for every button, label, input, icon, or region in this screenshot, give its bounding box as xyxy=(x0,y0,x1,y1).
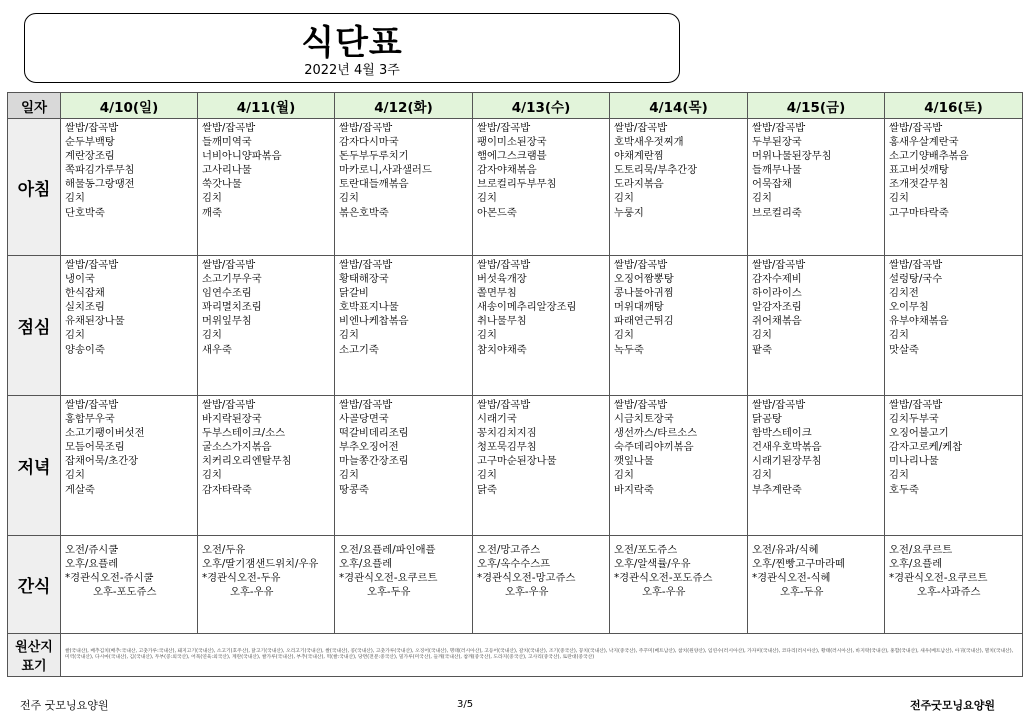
menu-item: 감자다시마국 xyxy=(339,136,399,149)
menu-item: 오후-포도쥬스 xyxy=(93,586,157,599)
menu-item: 오후-사과쥬스 xyxy=(917,586,981,599)
menu-item: 팽이미소된장국 xyxy=(477,136,547,149)
menu-cell xyxy=(198,536,335,634)
menu-item: 떡갈비데리조림 xyxy=(339,427,409,440)
menu-item: 바지락된장국 xyxy=(202,413,262,426)
menu-item: 팥죽 xyxy=(752,343,772,356)
menu-item: 사골당면국 xyxy=(339,413,389,426)
menu-item: 치커리오리엔탈무침 xyxy=(202,455,292,468)
menu-item: 유채된장나물 xyxy=(65,315,125,328)
menu-item: 오후/옥수수스프 xyxy=(477,558,551,571)
menu-item: 버섯육개장 xyxy=(477,273,527,286)
meal-label: 저녁 xyxy=(8,396,61,536)
day-header: 4/14(목) xyxy=(610,93,748,119)
menu-item: 계란장조림 xyxy=(65,150,115,163)
meal-label: 간식 xyxy=(8,536,61,634)
menu-item: 땅콩죽 xyxy=(339,483,369,496)
menu-item: *경관식오전-두유 xyxy=(202,572,281,585)
menu-item: 쌀밥/잡곡밥 xyxy=(65,399,119,411)
menu-item: 어묵잡채 xyxy=(752,178,792,191)
menu-item: 모듬어묵조림 xyxy=(65,441,125,454)
menu-item: 감자고로케/케찹 xyxy=(889,441,963,454)
menu-item: 쌀밥/잡곡밥 xyxy=(889,399,943,411)
menu-item: 김치 xyxy=(614,329,634,342)
menu-cell xyxy=(198,256,335,396)
meal-row-dinner xyxy=(8,396,1023,536)
menu-item: 고구마타락죽 xyxy=(889,206,949,219)
menu-item: 오후-두유 xyxy=(780,586,824,599)
menu-item: 김치 xyxy=(339,329,359,342)
day-header: 4/12(화) xyxy=(335,93,473,119)
menu-item: 한식잡채 xyxy=(65,287,105,300)
menu-cell xyxy=(61,256,198,396)
menu-item: 깻잎나물 xyxy=(614,455,654,468)
day-header: 4/16(토) xyxy=(885,93,1023,119)
menu-item: 오징어짬뽕탕 xyxy=(614,273,674,286)
menu-item: 너비아니양파볶음 xyxy=(202,150,282,163)
day-header: 4/10(일) xyxy=(61,93,198,119)
menu-item: 오후-두유 xyxy=(367,586,411,599)
menu-item: 쌀밥/잡곡밥 xyxy=(339,399,393,411)
menu-item: 소고기팽이버섯전 xyxy=(65,427,145,440)
menu-item: 잡채어묵/초간장 xyxy=(65,455,139,468)
menu-item: 도라지볶음 xyxy=(614,178,664,191)
menu-item: 감자타락죽 xyxy=(202,483,252,496)
menu-item: 김치 xyxy=(65,329,85,342)
menu-item: 부추계란죽 xyxy=(752,483,802,496)
meal-row-snack xyxy=(8,536,1023,634)
origin-label: 원산지 표기 xyxy=(8,634,61,677)
header-row xyxy=(8,93,1023,119)
menu-item: 시래기된장무침 xyxy=(752,455,822,468)
menu-item: 꽈리멸치조림 xyxy=(202,301,262,314)
menu-item: 굴소스가지볶음 xyxy=(202,441,272,454)
menu-item: 오후/요플레 xyxy=(339,558,393,571)
menu-item: 콩나물아귀찜 xyxy=(614,287,674,300)
menu-cell xyxy=(335,536,473,634)
menu-item: 유부야채볶음 xyxy=(889,315,949,328)
menu-item: 녹두죽 xyxy=(614,343,644,356)
menu-item: 햄에그스크램블 xyxy=(477,150,547,163)
menu-item: 머위나물된장무침 xyxy=(752,150,832,163)
menu-item: 꽁치김치지짐 xyxy=(477,427,537,440)
menu-item: 부추오징어전 xyxy=(339,441,399,454)
menu-item: 파래연근튀김 xyxy=(614,315,674,328)
menu-item: 비엔나케찹볶음 xyxy=(339,315,409,328)
menu-item: 고사리나물 xyxy=(202,164,252,177)
meal-label: 아침 xyxy=(8,119,61,256)
menu-item: 오전/요플레/파인애플 xyxy=(339,544,436,556)
menu-item: *경관식오전-식혜 xyxy=(752,572,831,585)
footer-facility-logo-text: 전주굿모닝요양원 xyxy=(910,699,996,712)
menu-table xyxy=(7,92,1023,677)
origin-text: 쌀(국내산), 배추김치(배추:국내산, 고춧가루:국내산), 돼지고기(국내산), 소고기(호주산), 닭고기(국내산), 오리고기(국내산), 쌀(국내산), 콩(국내산), 고춧가루(국내산), 오징어(국내산), 명태(러시아산), 고등어(국내산), 갈치(국내산), 조기(중국산), 꽁치(국내산), 낙지(중국산), 주꾸미(베트남산), 참치(원양산), 임연수(러시아산), 가자미(국내산), 코다리(러시아산), 황태(러시아산), 바지락(국내산), 홍합(국내산), 새우(베트남산), 아귀(국내산), 멸치(국내산), 미역(국내산), 다시마(국내산), 김(국내산), 두부(콩:외국산), 어묵(연육:외국산), 계란(국내산), 쌀가루(국내산), 부추(국내산), 떡(쌀:국내산), 당면(전분:중국산), 밀가루(미국산), 들깨(국내산), 참깨(중국산), 도라지(중국산), 고사리(중국산), 토란대(중국산) xyxy=(61,634,1023,677)
menu-item: 새송이메추리알장조림 xyxy=(477,301,577,314)
menu-item: 김치 xyxy=(202,469,222,482)
menu-item: 오징어불고기 xyxy=(889,427,949,440)
menu-item: 돈두부두루치기 xyxy=(339,150,409,163)
menu-item: 쌀밥/잡곡밥 xyxy=(339,122,393,134)
menu-cell xyxy=(335,396,473,536)
menu-item: 쌀밥/잡곡밥 xyxy=(477,122,531,134)
menu-item: 임연수조림 xyxy=(202,287,252,300)
menu-item: 닭죽 xyxy=(477,483,497,496)
menu-item: 브로컬리두부무침 xyxy=(477,178,557,191)
menu-item: 쌀밥/잡곡밥 xyxy=(614,122,668,134)
menu-item: 두부스테이크/소스 xyxy=(202,427,286,440)
menu-item: 숙주데리야끼볶음 xyxy=(614,441,694,454)
menu-item: 쌀밥/잡곡밥 xyxy=(65,122,119,134)
menu-item: 취나물무침 xyxy=(477,315,527,328)
day-header: 4/11(월) xyxy=(198,93,335,119)
menu-item: 쑥갓나물 xyxy=(202,178,242,191)
menu-cell xyxy=(885,256,1023,396)
menu-item: 단호박죽 xyxy=(65,206,105,219)
menu-cell xyxy=(61,396,198,536)
menu-item: 김치 xyxy=(202,329,222,342)
menu-item: 쌀밥/잡곡밥 xyxy=(477,399,531,411)
menu-item: 들깨무나물 xyxy=(752,164,802,177)
menu-item: 새우죽 xyxy=(202,343,232,356)
menu-cell xyxy=(335,119,473,256)
menu-cell xyxy=(885,119,1023,256)
menu-item: 닭곰탕 xyxy=(752,413,782,426)
menu-item: 쌀밥/잡곡밥 xyxy=(65,259,119,271)
menu-cell xyxy=(335,256,473,396)
menu-item: 순두부백탕 xyxy=(65,136,115,149)
menu-item: 쌀밥/잡곡밥 xyxy=(752,259,806,271)
menu-item: 오전/두유 xyxy=(202,544,246,556)
menu-item: 김치 xyxy=(65,469,85,482)
menu-item: 김치 xyxy=(614,469,634,482)
menu-item: 고구마순된장나물 xyxy=(477,455,557,468)
menu-item: 볶은호박죽 xyxy=(339,206,389,219)
menu-cell xyxy=(198,119,335,256)
menu-item: 청포묵김무침 xyxy=(477,441,537,454)
menu-item: 오전/요쿠르트 xyxy=(889,544,953,556)
menu-item: 알감자조림 xyxy=(752,301,802,314)
menu-cell xyxy=(473,256,610,396)
menu-item: 홍새우살계란국 xyxy=(889,136,959,149)
menu-item: 바지락죽 xyxy=(614,483,654,496)
menu-item: 쌀밥/잡곡밥 xyxy=(339,259,393,271)
menu-item: 김치 xyxy=(752,192,772,205)
menu-item: 김치 xyxy=(65,192,85,205)
menu-cell xyxy=(610,536,748,634)
menu-item: 소고기무우국 xyxy=(202,273,262,286)
menu-item: 김치 xyxy=(889,192,909,205)
menu-item: 생선까스/타르소스 xyxy=(614,427,698,440)
menu-item: *경관식오전-망고쥬스 xyxy=(477,572,576,585)
menu-item: 오전/쥬시쿨 xyxy=(65,544,119,556)
menu-item: 호두죽 xyxy=(889,483,919,496)
menu-cell xyxy=(748,119,885,256)
menu-cell xyxy=(198,396,335,536)
menu-item: 김치 xyxy=(752,329,772,342)
menu-item: 오후/알색률/우유 xyxy=(614,558,691,571)
menu-item: 쌀밥/잡곡밥 xyxy=(202,399,256,411)
menu-item: 깨죽 xyxy=(202,206,222,219)
meal-label: 점심 xyxy=(8,256,61,396)
menu-item: 쪽파김가루무침 xyxy=(65,164,135,177)
page-subtitle: 2022년 4월 3주 xyxy=(304,63,400,78)
menu-item: 브로컬리죽 xyxy=(752,206,802,219)
menu-item: 쫄면무침 xyxy=(477,287,517,300)
menu-item: 냉이국 xyxy=(65,273,95,286)
meal-row-lunch xyxy=(8,256,1023,396)
menu-item: 김치 xyxy=(339,469,359,482)
menu-item: 감자야채볶음 xyxy=(477,164,537,177)
menu-item: 설렁탕/국수 xyxy=(889,273,943,286)
footer-facility-name: 전주 굿모닝요양원 xyxy=(20,699,109,712)
menu-item: 오후-우유 xyxy=(230,586,274,599)
menu-item: 머위대깨탕 xyxy=(614,301,664,314)
menu-item: 김치 xyxy=(477,469,497,482)
day-header: 4/15(금) xyxy=(748,93,885,119)
menu-item: 누룽지 xyxy=(614,206,644,219)
menu-item: 오후/찐빵고구마라떼 xyxy=(752,558,845,571)
menu-item: 오후/요플레 xyxy=(889,558,943,571)
menu-item: 쌀밥/잡곡밥 xyxy=(614,259,668,271)
menu-item: 머위잎무침 xyxy=(202,315,252,328)
origin-row xyxy=(8,634,1023,677)
menu-item: *경관식오전-포도쥬스 xyxy=(614,572,713,585)
menu-item: 호박새우젓찌개 xyxy=(614,136,684,149)
menu-item: 양송이죽 xyxy=(65,343,105,356)
menu-cell xyxy=(748,396,885,536)
menu-item: 김치 xyxy=(889,469,909,482)
menu-cell xyxy=(885,536,1023,634)
menu-cell xyxy=(473,536,610,634)
menu-item: *경관식오전-요쿠르트 xyxy=(339,572,438,585)
menu-item: 오후-우유 xyxy=(505,586,549,599)
menu-item: 오이무침 xyxy=(889,301,929,314)
meal-row-breakfast xyxy=(8,119,1023,256)
menu-item: 김치 xyxy=(339,192,359,205)
menu-cell xyxy=(61,119,198,256)
menu-cell xyxy=(473,119,610,256)
menu-item: 쌀밥/잡곡밥 xyxy=(889,122,943,134)
menu-item: 건새우호박볶음 xyxy=(752,441,822,454)
menu-item: 해물동그랑땡전 xyxy=(65,178,135,191)
menu-item: 아몬드죽 xyxy=(477,206,517,219)
menu-item: 감자수제비 xyxy=(752,273,802,286)
menu-cell xyxy=(473,396,610,536)
menu-item: 김치 xyxy=(477,192,497,205)
menu-item: 시래기국 xyxy=(477,413,517,426)
menu-item: 표고버섯깨탕 xyxy=(889,164,949,177)
menu-item: 김치 xyxy=(614,192,634,205)
menu-item: 두부된장국 xyxy=(752,136,802,149)
menu-cell xyxy=(61,536,198,634)
header-corner: 일자 xyxy=(8,93,61,119)
menu-cell xyxy=(610,256,748,396)
page-number: 3/5 xyxy=(457,699,474,710)
menu-cell xyxy=(610,119,748,256)
menu-item: 오전/유과/식혜 xyxy=(752,544,819,556)
menu-item: 참치야채죽 xyxy=(477,343,527,356)
menu-item: 쌀밥/잡곡밥 xyxy=(752,122,806,134)
menu-item: 김치 xyxy=(889,329,909,342)
menu-item: 맛살죽 xyxy=(889,343,919,356)
menu-item: 실치조림 xyxy=(65,301,105,314)
menu-cell xyxy=(748,256,885,396)
menu-item: 호박표지나물 xyxy=(339,301,399,314)
menu-item: 쌀밥/잡곡밥 xyxy=(752,399,806,411)
menu-item: 오후/딸기잼샌드위치/우유 xyxy=(202,558,319,571)
menu-item: 김치전 xyxy=(889,287,919,300)
menu-item: 조개젓갈무침 xyxy=(889,178,949,191)
menu-item: *경관식오전-요쿠르트 xyxy=(889,572,988,585)
menu-item: 게살죽 xyxy=(65,483,95,496)
menu-cell xyxy=(748,536,885,634)
menu-item: 홍합무우국 xyxy=(65,413,115,426)
menu-cell xyxy=(885,396,1023,536)
menu-item: 김치 xyxy=(477,329,497,342)
menu-item: 소고기양배추볶음 xyxy=(889,150,969,163)
menu-item: 마늘쫑간장조림 xyxy=(339,455,409,468)
menu-item: 황태해장국 xyxy=(339,273,389,286)
menu-item: 쌀밥/잡곡밥 xyxy=(614,399,668,411)
menu-item: 김치 xyxy=(752,469,772,482)
menu-item: 함박스테이크 xyxy=(752,427,812,440)
menu-item: 야채계란찜 xyxy=(614,150,664,163)
menu-item: 쥐어채볶음 xyxy=(752,315,802,328)
page-title: 식단표 xyxy=(301,23,403,63)
title-box xyxy=(24,13,680,83)
menu-item: 토란대들깨볶음 xyxy=(339,178,409,191)
menu-item: 오전/포도쥬스 xyxy=(614,544,678,556)
menu-cell xyxy=(610,396,748,536)
menu-item: 하이라이스 xyxy=(752,287,802,300)
menu-item: 소고기죽 xyxy=(339,343,379,356)
menu-item: 들깨미역국 xyxy=(202,136,252,149)
day-header: 4/13(수) xyxy=(473,93,610,119)
menu-item: 쌀밥/잡곡밥 xyxy=(202,259,256,271)
menu-item: 도토리묵/부추간장 xyxy=(614,164,698,177)
menu-item: *경관식오전-쥬시쿨 xyxy=(65,572,154,585)
menu-item: 오후-우유 xyxy=(642,586,686,599)
menu-item: 오전/망고쥬스 xyxy=(477,544,541,556)
menu-item: 쌀밥/잡곡밥 xyxy=(202,122,256,134)
menu-item: 김치 xyxy=(202,192,222,205)
menu-item: 미나리나물 xyxy=(889,455,939,468)
menu-item: 마카로니,사과샐러드 xyxy=(339,164,432,177)
menu-item: 쌀밥/잡곡밥 xyxy=(889,259,943,271)
menu-item: 오후/요플레 xyxy=(65,558,119,571)
menu-item: 시금치토장국 xyxy=(614,413,674,426)
menu-item: 닭갈비 xyxy=(339,287,369,300)
menu-item: 김치두부국 xyxy=(889,413,939,426)
menu-item: 쌀밥/잡곡밥 xyxy=(477,259,531,271)
